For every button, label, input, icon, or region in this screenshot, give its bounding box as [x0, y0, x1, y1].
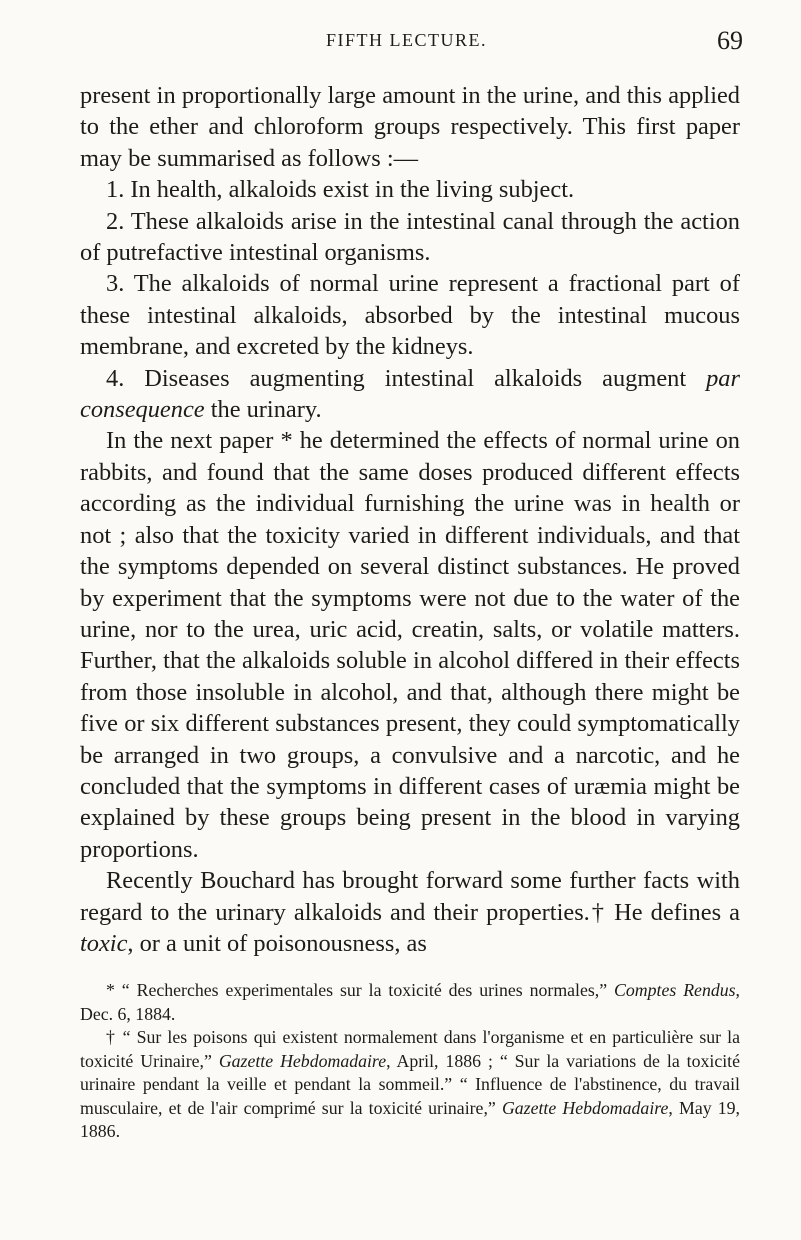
para3-start: Recently Bouchard has brought forward some further facts with regard to the urinary alkaloids and their properties.: [80, 867, 740, 926]
para3-italic-toxic: toxic: [80, 929, 128, 957]
list-item-4-italic: par consequence: [80, 364, 740, 424]
footnote-2-text: † “ Sur les poisons qui existent normalement dans l'organisme et en particulière sur la toxicité Urinaire,”: [80, 1027, 740, 1071]
footnote-1-date: , Dec. 6, 1884.: [80, 980, 740, 1024]
list-item-4-end: the urinary.: [210, 396, 322, 424]
para3-end: , or a unit of poisonousness, as: [127, 929, 427, 957]
list-item-4: [80, 363, 740, 426]
footnote-2-mid: , April, 1886 ; “ Sur la variations de la toxicité urinaire pendant la veille et pendant la sommeil.” “ Influence de l'abstinence, du travail musculaire, et de l'air comprimé sur la toxicité urinaire,”: [80, 1050, 741, 1118]
footnote-1: [80, 979, 740, 1026]
footnote-2: [80, 1026, 740, 1144]
footnote-2-date: , May 19, 1886.: [80, 1097, 740, 1141]
intro-paragraph: present in proportionally large amount in the urine, and this applied to the ether and chloroform groups respectively. This first paper may be summarised as follows :—: [80, 82, 740, 172]
footnote-ref-2: †: [589, 898, 606, 926]
running-head: FIFTH LECTURE.: [325, 30, 487, 50]
footnote-ref-1: *: [280, 427, 293, 455]
body-text: [80, 80, 740, 959]
list-item-2: 2. These alkaloids arise in the intestinal canal through the action of putrefactive intestinal organisms.: [80, 207, 740, 267]
paragraph-next-paper: [80, 425, 740, 865]
para3-mid: He defines a: [605, 898, 740, 926]
paragraph-bouchard: [80, 865, 740, 959]
footnote-2-journal-2: Gazette Hebdomadaire: [501, 1097, 669, 1118]
page-number: 69: [717, 26, 743, 55]
list-item-3: 3. The alkaloids of normal urine represent a fractional part of these intestinal alkaloids, absorbed by the intestinal mucous membrane, and excreted by the kidneys.: [80, 270, 740, 361]
para2-rest: he determined the effects of normal urine on rabbits, and found that the same doses produced different effects according as the individual furnishing the urine was in health or not ; also that the toxicity varied in different individuals, and that the symptoms depended on several distinct substances. He proved by experiment that the symptoms were not due to the water of the urine, nor to the urea, uric acid, creatin, salts, or volatile matters. Further, that the alkaloids soluble in alcohol differed in their effects from those insoluble in alcohol, and that, although there might be five or six different substances present, they could symptomatically be arranged in two groups, a convulsive and a narcotic, and he concluded that the symptoms in different cases of uræmia might be explained by these groups being present in the blood in varying proportions.: [80, 427, 740, 863]
list-item-1: 1. In health, alkaloids exist in the living subject.: [106, 176, 575, 204]
para2-start: In the next paper: [106, 427, 274, 455]
footnote-2-journal: Gazette Hebdomadaire: [218, 1050, 387, 1071]
footnote-1-text: * “ Recherches experimentales sur la toxicité des urines normales,”: [106, 980, 615, 1000]
list-item-4-text: 4. Diseases augmenting intestinal alkaloids augment: [106, 364, 687, 392]
footnote-1-journal: Comptes Rendus: [614, 980, 736, 1000]
page-header: [70, 22, 743, 62]
footnotes: [80, 979, 740, 1144]
